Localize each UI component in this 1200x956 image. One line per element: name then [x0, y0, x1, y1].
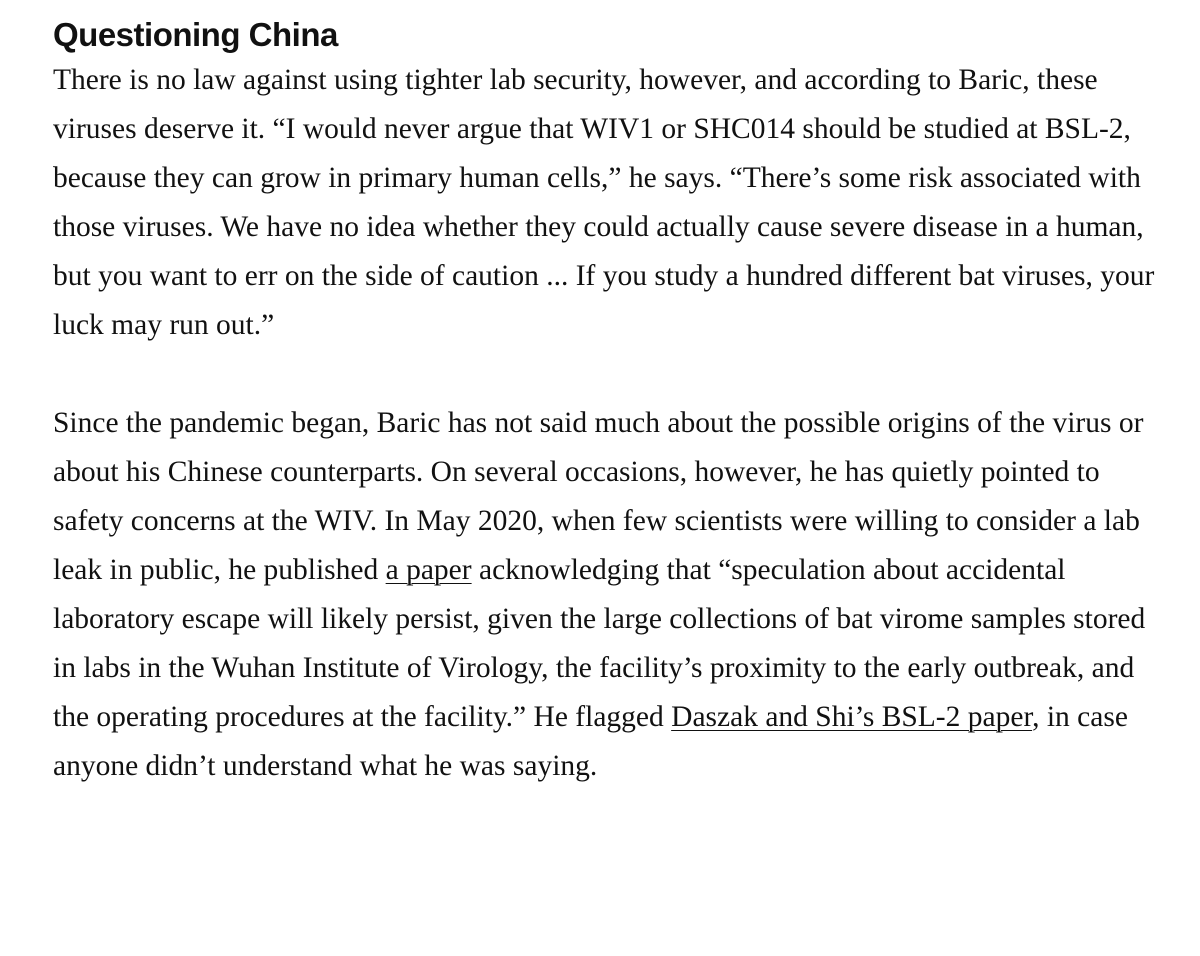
article-body [53, 12, 1163, 791]
section-heading: Questioning China [53, 16, 338, 53]
paragraph-pandemic-origins [53, 399, 1163, 791]
daszak-shi-bsl2-paper-link[interactable]: Daszak and Shi’s BSL-2 paper [671, 701, 1033, 733]
paragraph-text-segment: , in case anyone didn’t understand what he was saying. [53, 701, 1128, 782]
a-paper-link[interactable]: a paper [385, 554, 472, 586]
paragraph-baric-lab-security: There is no law against using tighter lab security, however, and according to Baric, these viruses deserve it. “I would never argue that WIV1 or SHC014 should be studied at BSL-2, because they can grow in primary human cells,” he says. “There’s some risk associated with those viruses. We have no idea whether they could actually cause severe disease in a human, but you want to err on the side of caution ... If you study a hundred different bat viruses, your luck may run out.” [53, 64, 1155, 341]
paragraph-text-segment: acknowledging that “speculation about accidental laboratory escape will likely persist, given the large collections of bat virome samples stored in labs in the Wuhan Institute of Virology, the facility’s proximity to the early outbreak, and the operating procedures at the facility.” He flagged [53, 554, 1146, 733]
paragraph-text-segment: Since the pandemic began, Baric has not said much about the possible origins of the virus or about his Chinese counterparts. On several occasions, however, he has quietly pointed to safety concerns at the WIV. In May 2020, when few scientists were willing to consider a lab leak in public, he published [53, 407, 1144, 586]
